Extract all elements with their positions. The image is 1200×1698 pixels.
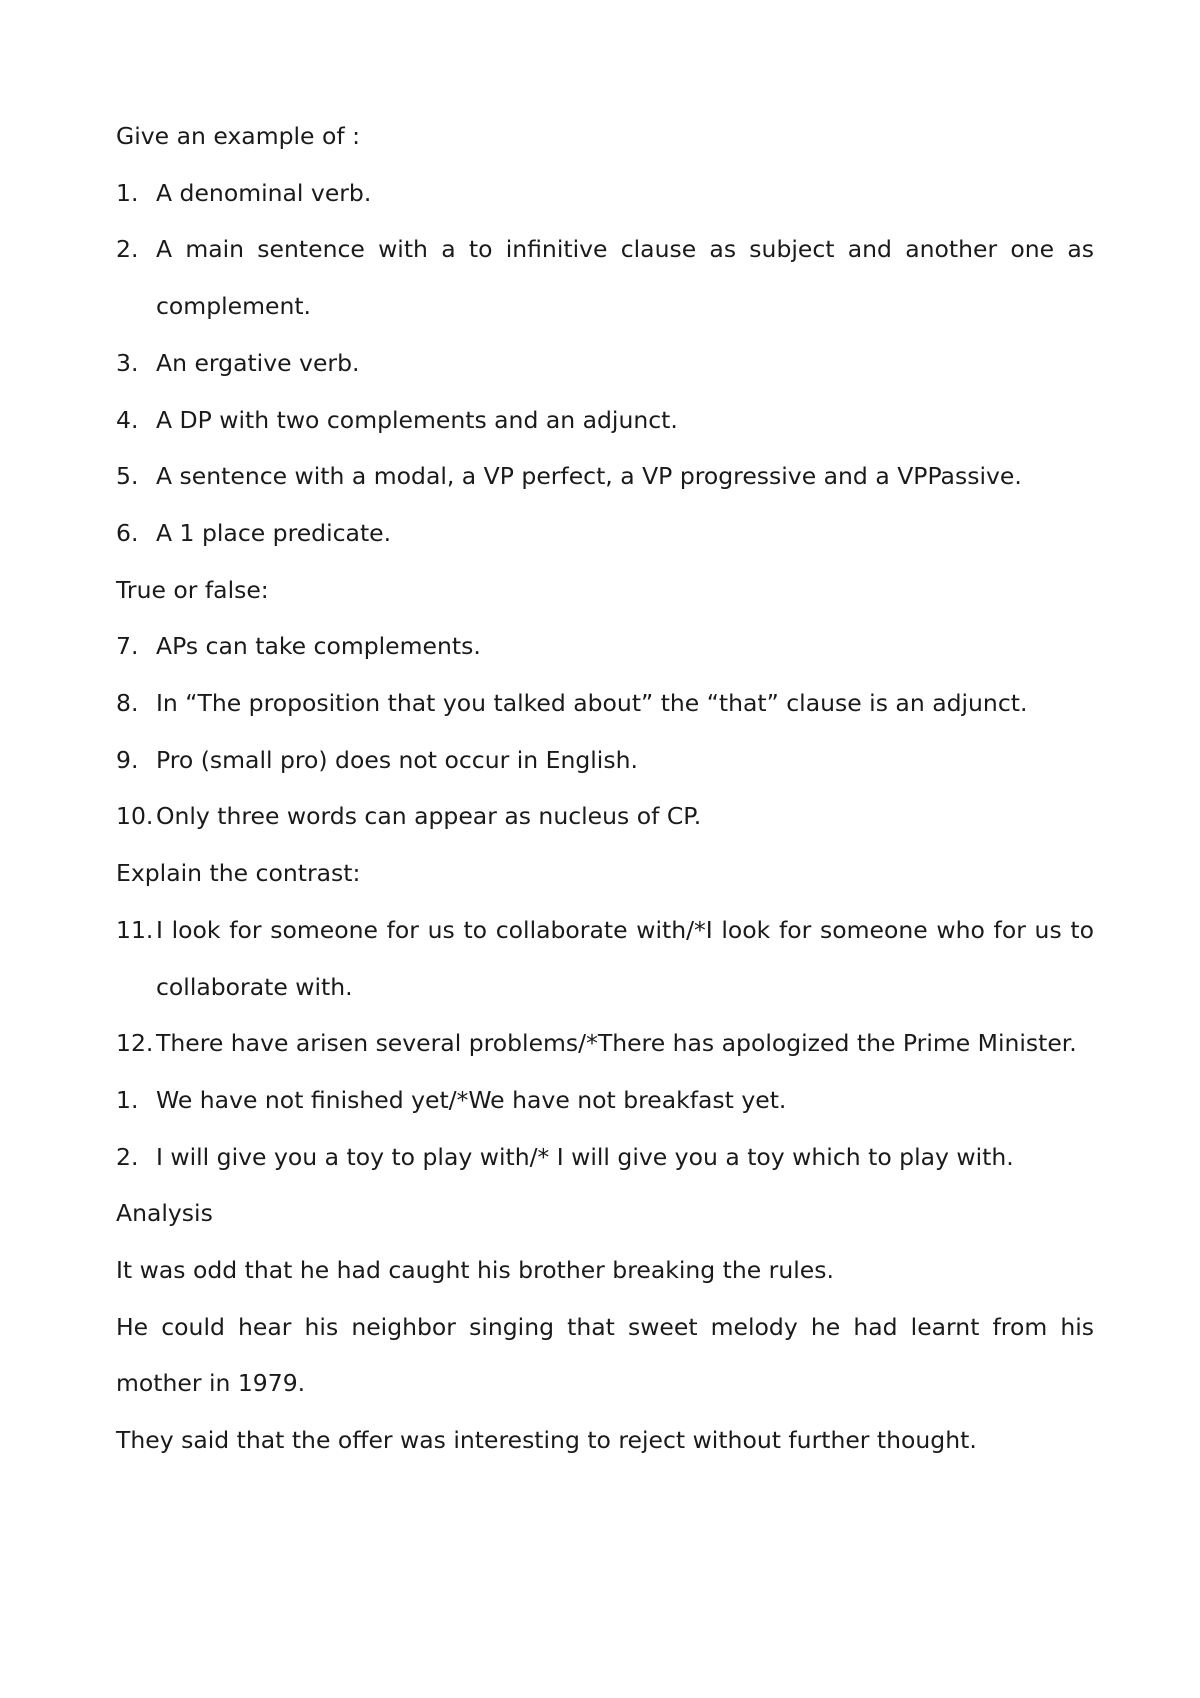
question-text: We have not finished yet/*We have not breakfast yet. bbox=[156, 1085, 787, 1114]
question-number: 2. bbox=[116, 1142, 139, 1171]
analysis-sentence: He could hear his neighbor singing that sweet melody he had learnt from his mother in 1979. bbox=[116, 1312, 1094, 1398]
question-text: An ergative verb. bbox=[156, 348, 360, 377]
question-text: Pro (small pro) does not occur in English. bbox=[156, 745, 638, 774]
question-item bbox=[116, 618, 1094, 675]
analysis-sentence: It was odd that he had caught his brother breaking the rules. bbox=[116, 1256, 834, 1285]
question-text: A main sentence with a to infinitive clause as subject and another one as complement. bbox=[156, 235, 1094, 321]
question-item bbox=[116, 1129, 1094, 1186]
question-number: 12. bbox=[116, 1029, 154, 1058]
question-item bbox=[116, 392, 1094, 449]
section-heading-contrast: Explain the contrast: bbox=[116, 859, 361, 888]
question-number: 2. bbox=[116, 235, 139, 264]
question-item bbox=[116, 221, 1094, 334]
true-false-question-list bbox=[116, 618, 1094, 845]
question-number: 11. bbox=[116, 915, 154, 944]
question-text: A sentence with a modal, a VP perfect, a VP progressive and a VPPassive. bbox=[156, 462, 1022, 491]
question-number: 1. bbox=[116, 1085, 139, 1114]
question-item bbox=[116, 732, 1094, 789]
question-number: 1. bbox=[116, 178, 139, 207]
contrast-question-list bbox=[116, 902, 1094, 1186]
section-heading-true-false: True or false: bbox=[116, 575, 269, 604]
question-item bbox=[116, 788, 1094, 845]
example-question-list bbox=[116, 165, 1094, 562]
question-text: There have arisen several problems/*There has apologized the Prime Minister. bbox=[156, 1029, 1077, 1058]
question-number: 4. bbox=[116, 405, 139, 434]
question-item bbox=[116, 675, 1094, 732]
question-text: A DP with two complements and an adjunct. bbox=[156, 405, 678, 434]
question-text: A 1 place predicate. bbox=[156, 518, 392, 547]
section-heading-analysis: Analysis bbox=[116, 1199, 213, 1228]
document-body bbox=[116, 108, 1094, 1469]
question-item bbox=[116, 165, 1094, 222]
question-number: 9. bbox=[116, 745, 139, 774]
section-heading-example: Give an example of : bbox=[116, 122, 360, 150]
analysis-sentence: They said that the offer was interesting to reject without further thought. bbox=[116, 1426, 977, 1455]
question-item bbox=[116, 902, 1094, 1015]
question-item bbox=[116, 505, 1094, 562]
question-number: 3. bbox=[116, 348, 139, 377]
question-text: Only three words can appear as nucleus of CP. bbox=[156, 802, 702, 831]
question-text: In “The proposition that you talked about” the “that” clause is an adjunct. bbox=[156, 689, 1028, 718]
question-number: 10. bbox=[116, 802, 154, 831]
question-text: I look for someone for us to collaborate with/*I look for someone who for us to collaborate with. bbox=[156, 915, 1094, 1001]
question-item bbox=[116, 1015, 1094, 1072]
question-number: 6. bbox=[116, 518, 139, 547]
question-item bbox=[116, 335, 1094, 392]
question-text: APs can take complements. bbox=[156, 632, 481, 661]
question-text: I will give you a toy to play with/* I will give you a toy which to play with. bbox=[156, 1142, 1014, 1171]
question-item bbox=[116, 1072, 1094, 1129]
question-text: A denominal verb. bbox=[156, 178, 372, 207]
question-number: 5. bbox=[116, 462, 139, 491]
question-item bbox=[116, 448, 1094, 505]
question-number: 8. bbox=[116, 689, 139, 718]
question-number: 7. bbox=[116, 632, 139, 661]
